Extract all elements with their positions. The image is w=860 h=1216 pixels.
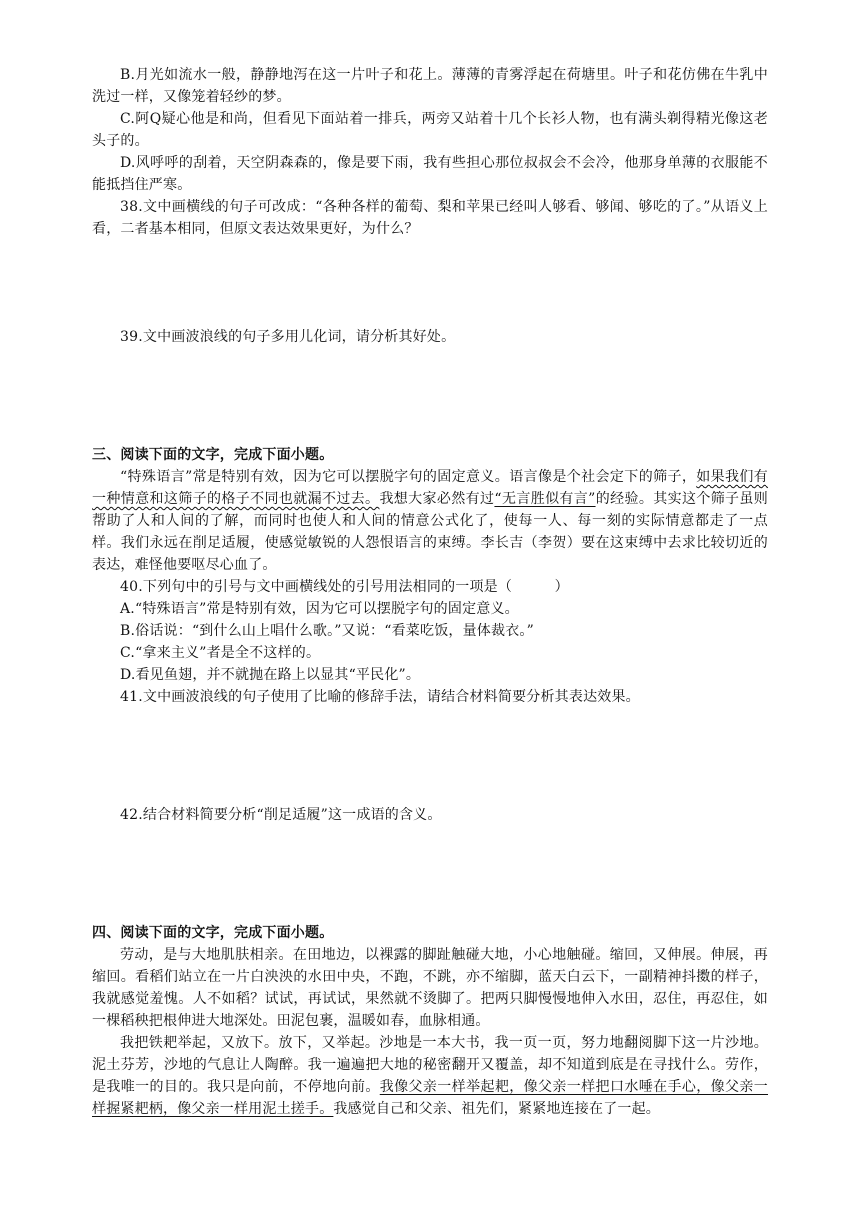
question-40: 40.下列句中的引号与文中画横线处的引号用法相同的一项是（ ）	[120, 579, 569, 595]
section-3-title: 三、阅读下面的文字，完成下面小题。	[92, 447, 334, 463]
answer-space-39	[92, 348, 768, 444]
passage-text: 我把铁耙举起，又放下。放下，又举起。沙地是一本大书，我一页一页，努力地翻阅脚下这一片沙地。泥土芬芳，沙地的气息让人陶醉。我一遍遍把大地的秘密翻开又覆盖，却不知道到底是在寻找什么。劳作，是我唯一的目的。我只是向前，不停地向前。	[92, 1035, 768, 1095]
section-4-title: 四、阅读下面的文字，完成下面小题。	[92, 925, 334, 941]
question-41: 41.文中画波浪线的句子使用了比喻的修辞手法，请结合材料简要分析其表达效果。	[120, 689, 640, 705]
answer-space-41	[92, 708, 768, 804]
q40-option-c: C.“拿来主义”者是全不这样的。	[120, 645, 321, 661]
q37-option-d: D.风呼呼的刮着，天空阴森森的，像是要下雨，我有些担心那位叔叔会不会冷，他那身单薄的衣服能不能抵挡住严寒。	[92, 155, 768, 193]
q40-option-d: D.看见鱼翅，并不就抛在路上以显其“平民化”。	[120, 667, 421, 683]
question-39: 39.文中画波浪线的句子多用儿化词，请分析其好处。	[120, 329, 456, 345]
answer-space-38	[92, 240, 768, 326]
passage-text: 我感觉自己和父亲、祖先们，紧紧地连接在了一起。	[333, 1101, 661, 1117]
question-38: 38.文中画横线的句子可改成：“各种各样的葡萄、梨和苹果已经叫人够看、够闻、够吃的了。”从语义上看，二者基本相同，但原文表达效果更好，为什么？	[92, 199, 768, 237]
question-42: 42.结合材料简要分析“削足适履”这一成语的含义。	[120, 807, 442, 823]
passage-text: 的经验。其实这个筛子虽则帮助了人和人间的了解，而同时也使人和人间的情意公式化了，使每一人、每一刻的实际情意都走了一点样。我们永远在削足适履，使感觉敏锐的人怨恨语言的束缚。李长吉（李贺）要在这束缚中去求比较切近的表达，难怪他要呕尽心血了。	[92, 491, 769, 573]
answer-space-42	[92, 826, 768, 922]
passage-text: 我想大家必然有过	[379, 491, 495, 507]
passage-text: “特殊语言”常是特别有效，因为它可以摆脱字句的固定意义。语言像是个社会定下的筛子，	[120, 469, 697, 485]
underlined-sentence: 我像父亲一样举起耙，像父亲一样把口水唾在手心，像父亲一样握紧耙柄，像父亲一样用泥土搓手。	[92, 1079, 769, 1117]
section-4-paragraph-1: 劳动，是与大地肌肤相亲。在田地边，以裸露的脚趾触碰大地，小心地触碰。缩回，又伸展。伸展，再缩回。看稻们站立在一片白泱泱的水田中央，不跑，不跳，亦不缩脚，蓝天白云下，一副精神抖擞的样子，我就感觉羞愧。人不如稻？试试，再试试，果然就不烫脚了。把两只脚慢慢地伸入水田，忍住，再忍住，如一棵稻秧把根伸进大地深处。田泥包裹，温暖如春，血脉相通。	[92, 947, 768, 1029]
section-3-passage	[92, 466, 768, 576]
section-4-paragraph-2	[92, 1032, 768, 1120]
q40-option-a: A.“特殊语言”常是特别有效，因为它可以摆脱字句的固定意义。	[120, 601, 519, 617]
q40-option-b: B.俗话说：“到什么山上唱什么歌。”又说：“看菜吃饭，量体裁衣。”	[120, 623, 534, 639]
q37-option-b: B.月光如流水一般，静静地泻在这一片叶子和花上。薄薄的青雾浮起在荷塘里。叶子和花仿佛在牛乳中洗过一样，又像笼着轻纱的梦。	[92, 67, 768, 105]
q37-option-c: C.阿Q疑心他是和尚，但看见下面站着一排兵，两旁又站着十几个长衫人物，也有满头剃得精光像这老头子的。	[92, 111, 768, 149]
underlined-quote: “无言胜似有言”	[494, 491, 596, 507]
wavy-underlined-sentence: 如果我们有一种情意和这筛子的格子不同也就漏不过去。	[92, 469, 769, 507]
